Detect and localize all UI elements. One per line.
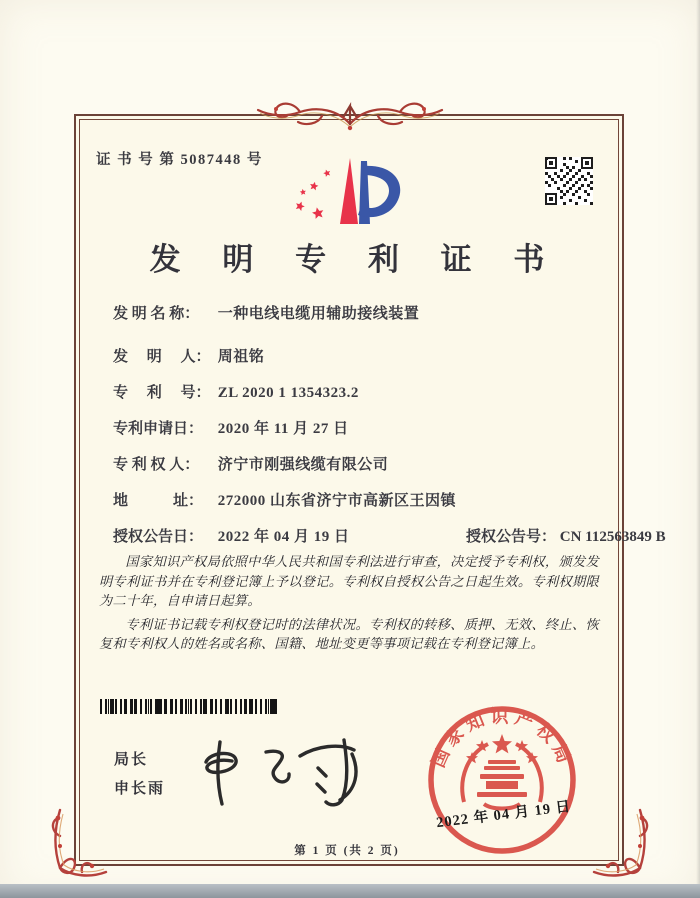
field-row-patent-number (113, 381, 359, 402)
field-row-address (113, 489, 456, 510)
signature-icon (190, 726, 370, 818)
field-row-inventor (113, 345, 264, 366)
field-row-grant-date (113, 525, 666, 546)
field-value: 2020 年 11 月 27 日 (217, 421, 349, 437)
official-seal-icon (424, 702, 580, 858)
field-value: 济宁市刚强线缆有限公司 (217, 457, 389, 473)
field-value: CN 112563849 B (559, 529, 666, 545)
field-label: 专利申请日： (113, 421, 204, 437)
seal-org-text: 国家知识产权局 (427, 706, 577, 771)
certificate-title: 发 明 专 利 证 书 (149, 242, 562, 277)
qr-modules (545, 157, 548, 160)
field-row-patentee (113, 453, 388, 474)
field-value: ZL 2020 1 1354323.2 (217, 385, 359, 401)
top-flourish-ornament (248, 86, 452, 136)
legal-text-block (99, 552, 599, 658)
field-value: 周祖铭 (217, 349, 265, 365)
field-label: 地 址： (113, 493, 204, 509)
certificate-number: 证 书 号 第 5087448 号 (96, 152, 263, 168)
field-label: 授权公告日： (113, 529, 204, 545)
scan-edge-shadow (696, 0, 700, 898)
seal-date-stamp: 2022 年 04 月 19 日 (435, 798, 572, 832)
cnipa-patent-logo-icon (294, 154, 410, 232)
field-grant-number (466, 525, 666, 546)
field-label: 专 利 权 人： (113, 457, 200, 473)
scan-bottom-strip (0, 884, 700, 898)
field-row-filing-date (113, 417, 349, 438)
page-number-footer: 第 1 页 (共 2 页) (294, 845, 400, 857)
signer-name: 申长雨 (114, 781, 166, 797)
signer-title: 局长 (114, 752, 149, 768)
legal-paragraph-2: 专利证书记载专利权登记时的法律状况。专利权的转移、质押、无效、终止、恢复和专利权人的姓名或名称、国籍、地址变更等事项记载在专利登记簿上。 (99, 616, 599, 651)
field-label: 发 明 名 称： (113, 306, 200, 322)
field-value: 2022 年 04 月 19 日 (217, 529, 350, 545)
legal-paragraph-1: 国家知识产权局依照中华人民共和国专利法进行审查，决定授予专利权，颁发发明专利证书并在专利登记簿上予以登记。专利权自授权公告之日起生效。专利权期限为二十年，自申请日起算。 (99, 554, 599, 608)
field-label: 授权公告号： (466, 529, 557, 545)
barcode-icon (100, 699, 278, 714)
field-row-invention-name (113, 302, 419, 323)
qr-finder-icon (581, 157, 593, 169)
field-value: 272000 山东省济宁市高新区王因镇 (217, 493, 457, 509)
field-label: 发 明 人： (113, 349, 211, 365)
qr-code-icon (545, 157, 593, 205)
field-value: 一种电线电缆用辅助接线装置 (217, 306, 420, 322)
field-label: 专 利 号： (113, 385, 211, 401)
qr-finder-icon (545, 193, 557, 205)
